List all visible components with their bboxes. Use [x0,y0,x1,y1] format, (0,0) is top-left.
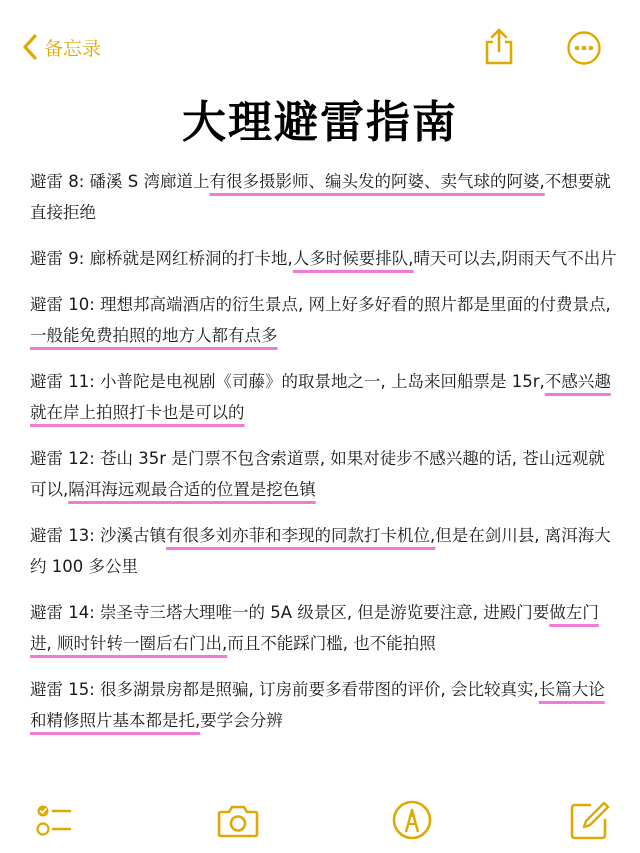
highlighted-text: 不感兴趣就在岸上拍照打卡也是可以的 [30,372,611,422]
chevron-left-icon [22,34,38,60]
checklist-icon[interactable] [30,798,74,842]
note-item [30,289,620,351]
highlighted-text: 做左门进, 顺时针转一圈后右门出, [30,603,599,653]
note-item [30,597,620,659]
note-item [30,520,620,582]
highlighted-text: 一般能免费拍照的地方人都有点多 [30,326,278,345]
back-label: 备忘录 [44,37,102,60]
highlighted-text: 隔洱海远观最合适的位置是挖色镇 [68,480,316,499]
note-item [30,166,620,228]
note-text: 避雷 14: 崇圣寺三塔大理唯一的 5A 级景区, 但是游览要注意, 进殿门要 [30,603,550,622]
bottom-toolbar [0,790,640,853]
navigation-bar [0,0,640,90]
note-text: 不想要就直接拒绝 [30,172,611,222]
compose-icon[interactable] [568,798,612,842]
more-icon[interactable] [566,30,602,66]
note-text: 要学会分辨 [200,711,283,730]
note-item [30,366,620,428]
camera-icon[interactable] [216,798,260,842]
note-item [30,674,620,736]
note-text: 避雷 11: 小普陀是电视剧《司藤》的取景地之一, 上岛来回船票是 15r, [30,372,545,391]
note-text: 避雷 12: 苍山 35r 是门票不包含索道票, 如果对徒步不感兴趣的话, 苍山远观就可以, [30,449,605,499]
note-text: 晴天可以去,阴雨天气不出片 [413,249,617,268]
note-text: 而且不能踩门槛, 也不能拍照 [227,634,436,653]
note-text: 避雷 9: 廊桥就是网红桥洞的打卡地, [30,249,293,268]
highlighted-text: 长篇大论和精修照片基本都是托, [30,680,605,730]
highlighted-text: 有很多摄影师、编头发的阿婆、卖气球的阿婆, [209,172,545,191]
note-text: 但是在剑川县, 离洱海大约 100 多公里 [30,526,611,576]
note-text: 避雷 15: 很多湖景房都是照骗, 订房前要多看带图的评价, 会比较真实, [30,680,539,699]
back-button[interactable] [22,30,101,64]
note-item [30,243,620,274]
note-text: 避雷 8: 磻溪 S 湾廊道上 [30,172,210,191]
highlighted-text: 有很多刘亦菲和李现的同款打卡机位, [166,526,436,545]
markup-pen-icon[interactable] [390,798,434,842]
note-text: 避雷 13: 沙溪古镇 [30,526,167,545]
note-body[interactable] [30,166,620,751]
note-title: 大理避雷指南 [182,97,458,148]
highlighted-text: 人多时候要排队, [292,249,414,268]
note-text: 避雷 10: 理想邦高端酒店的衍生景点, 网上好多好看的照片都是里面的付费景点, [30,295,611,314]
share-icon[interactable] [482,26,516,66]
note-item [30,443,620,505]
